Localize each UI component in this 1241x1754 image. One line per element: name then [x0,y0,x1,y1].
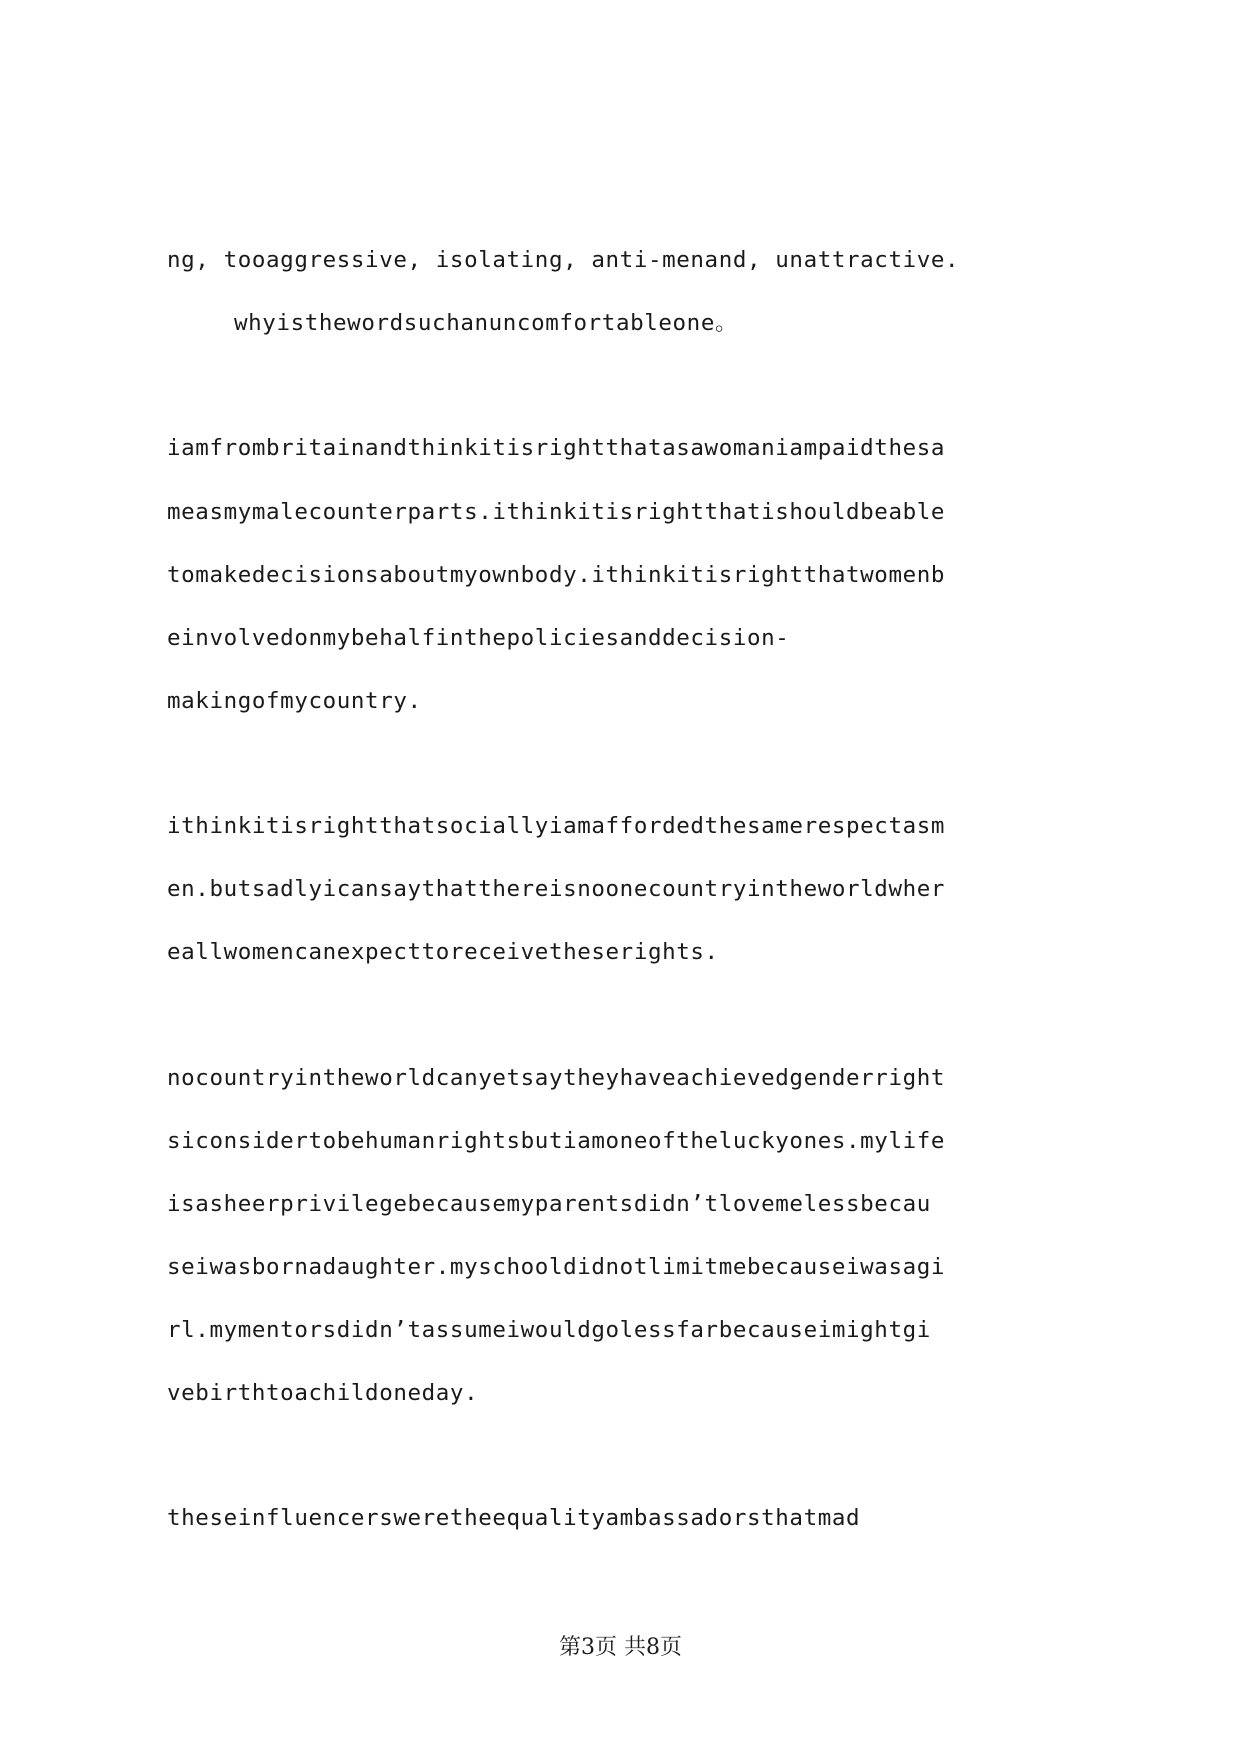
text-line: ithinkitisrightthatsociallyiamaffordedthesamerespectasm [167,813,946,839]
text-line: seiwasbornadaughter.myschooldidnotlimitmebecauseiwasagi [167,1254,946,1280]
text-line: theseinfluencersweretheequalityambassadorsthatmad [167,1505,861,1531]
text-line: einvolvedonmybehalfinthepoliciesanddecision- [167,625,790,651]
text-line: measmymalecounterparts.ithinkitisrightthatishouldbeable [167,499,946,525]
text-line: en.butsadlyicansaythatthereisnoonecountryintheworldwher [167,876,946,902]
text-line: siconsidertobehumanrightsbutiamoneoftheluckyones.mylife [167,1128,946,1154]
text-line: isasheerprivilegebecausemyparentsdidn’tlovemelessbecau [167,1191,931,1217]
text-line: makingofmycountry. [167,688,422,714]
text-line: iamfrombritainandthinkitisrightthatasawomaniampaidthesa [167,435,946,461]
text-line: eallwomencanexpecttoreceivetheserights. [167,939,719,965]
page-number-footer: 第3页 共8页 [559,1635,682,1660]
text-line: whyisthewordsuchanuncomfortableone。 [234,310,739,336]
text-line: tomakedecisionsaboutmyownbody.ithinkitisrightthatwomenb [167,562,946,588]
text-line: ng, tooaggressive, isolating, anti-menand, unattractive. [167,247,960,273]
text-line: vebirthtoachildoneday. [167,1380,479,1406]
text-line: rl.mymentorsdidn’tassumeiwouldgolessfarbecauseimightgi [167,1317,931,1343]
text-line: nocountryintheworldcanyetsaytheyhaveachievedgenderright [167,1065,946,1091]
